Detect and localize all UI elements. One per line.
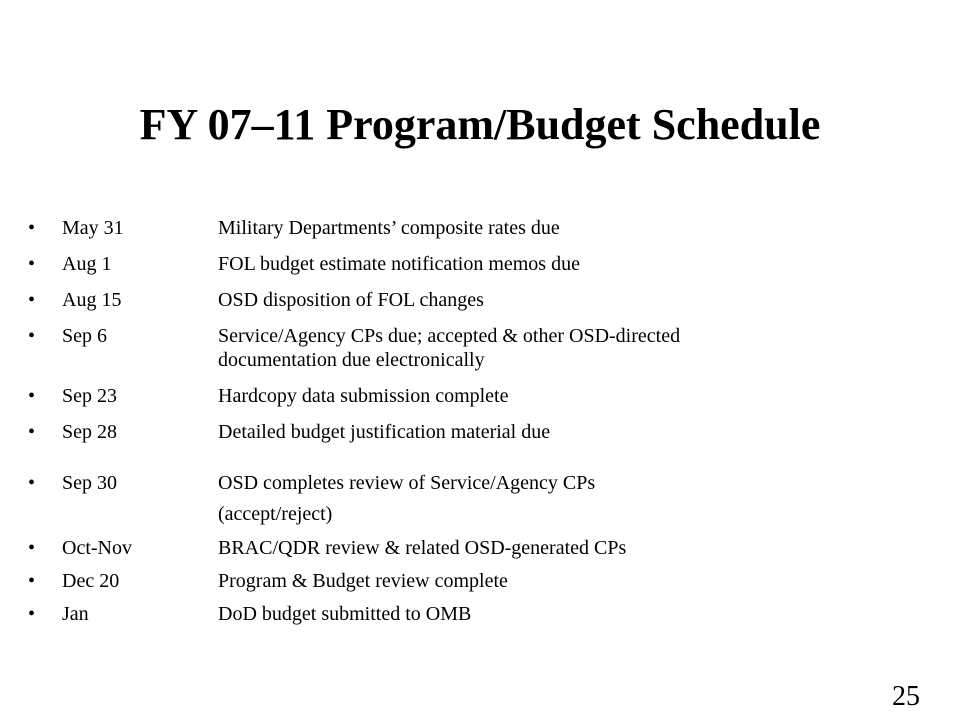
description-line: BRAC/QDR review & related OSD-generated CPs	[218, 537, 627, 559]
description-line: DoD budget submitted to OMB	[218, 603, 472, 625]
bullet-icon: •	[28, 570, 36, 592]
bullet-icon: •	[28, 325, 36, 347]
schedule-date: Aug 15	[62, 289, 122, 311]
schedule-description	[218, 468, 918, 530]
bullet-icon: •	[28, 217, 36, 239]
bullet-icon: •	[28, 472, 36, 494]
schedule-date: Jan	[62, 603, 89, 625]
description-line: Detailed budget justification material due	[218, 421, 551, 443]
bullet-icon: •	[28, 603, 36, 625]
schedule-date: Aug 1	[62, 253, 112, 275]
description-line: (accept/reject)	[218, 503, 333, 525]
schedule-date: Sep 23	[62, 385, 117, 407]
bullet-icon: •	[28, 289, 36, 311]
description-line: Hardcopy data submission complete	[218, 385, 509, 407]
description-line: OSD disposition of FOL changes	[218, 289, 484, 311]
schedule-date: Oct-Nov	[62, 537, 132, 559]
page-number: 25	[892, 681, 920, 712]
schedule-description	[218, 602, 918, 626]
schedule-description	[218, 324, 918, 372]
schedule-date: Sep 28	[62, 421, 117, 443]
description-line: FOL budget estimate notification memos due	[218, 253, 580, 275]
schedule-description	[218, 252, 918, 276]
description-line: Military Departments’ composite rates due	[218, 217, 560, 239]
schedule-description	[218, 569, 918, 593]
schedule-description	[218, 288, 918, 312]
bullet-icon: •	[28, 537, 36, 559]
schedule-date: Dec 20	[62, 570, 120, 592]
schedule-date: Sep 6	[62, 325, 107, 347]
bullet-icon: •	[28, 385, 36, 407]
description-line: OSD completes review of Service/Agency CPs	[218, 472, 596, 494]
bullet-icon: •	[28, 421, 36, 443]
schedule-description	[218, 216, 918, 240]
schedule-date: May 31	[62, 217, 124, 239]
description-line: Program & Budget review complete	[218, 570, 508, 592]
bullet-icon: •	[28, 253, 36, 275]
schedule-description	[218, 384, 918, 408]
schedule-date: Sep 30	[62, 472, 117, 494]
schedule-description	[218, 420, 918, 444]
slide-title: FY 07–11 Program/Budget Schedule	[139, 100, 821, 149]
schedule-description	[218, 536, 918, 560]
description-line: Service/Agency CPs due; accepted & other OSD-directed	[218, 325, 681, 347]
description-line: documentation due electronically	[218, 349, 485, 371]
